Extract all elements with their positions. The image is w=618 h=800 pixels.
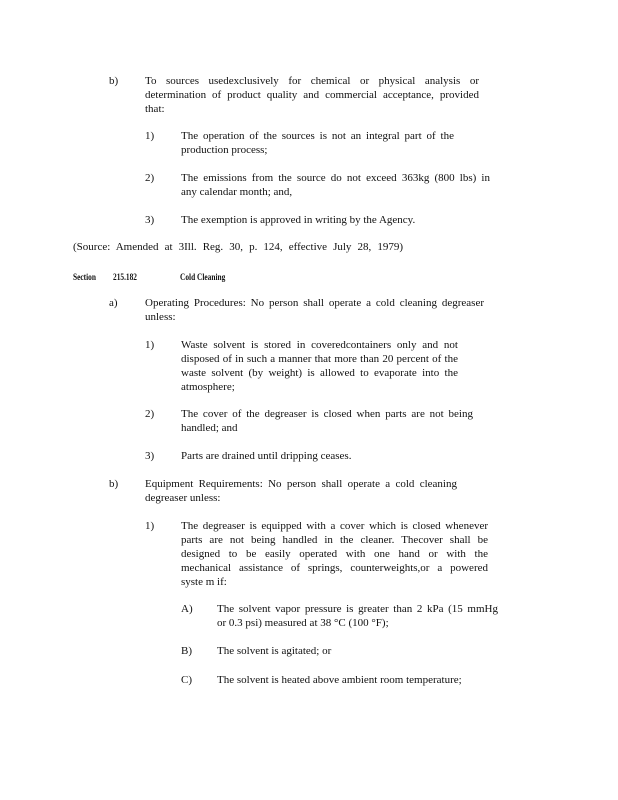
list-item-marker: 2) — [145, 408, 155, 420]
list-item-marker: 1) — [145, 339, 155, 351]
sublist-item-marker: C) — [181, 674, 192, 686]
section-number: 215.182 — [113, 272, 137, 282]
list-item-text: The exemption is approved in writing by the Agency. — [181, 214, 416, 226]
sublist-item-text: The solvent vapor pressure is greater than 2 kPa (15 mmHg or 0.3 psi) measured at 38 °C (100 °F); — [217, 603, 498, 629]
list-item-text: The emissions from the source do not exceed 363kg (800 lbs) in any calendar month; and, — [181, 172, 490, 198]
list-item-marker: 1) — [145, 130, 155, 142]
section-label: Section — [73, 272, 96, 282]
list-item-text: Parts are drained until dripping ceases. — [181, 450, 352, 462]
sublist-item-text: The solvent is agitated; or — [217, 645, 332, 657]
list-item-text: The operation of the sources is not an integral part of the production process; — [181, 130, 454, 156]
sublist-item-marker: B) — [181, 645, 192, 657]
sublist-item-marker: A) — [181, 603, 193, 615]
paragraph-text: Operating Procedures: No person shall operate a cold cleaning degreaser unless: — [145, 297, 484, 323]
list-item-text: The degreaser is equipped with a cover which is closed whenever parts are not being handled in the cleaner. Thecover shall be designed to be easily operated with one hand or with the mechanical assistance of springs, counterweights,or a powered syste m if: — [181, 520, 488, 588]
sublist-item-text: The solvent is heated above ambient room temperature; — [217, 674, 462, 686]
section-title: Cold Cleaning — [180, 272, 226, 282]
source-note: (Source: Amended at 3Ill. Reg. 30, p. 124, effective July 28, 1979) — [73, 241, 403, 253]
paragraph-marker: b) — [109, 75, 119, 87]
list-item-marker: 2) — [145, 172, 155, 184]
list-item-text: Waste solvent is stored in coveredcontainers only and not disposed of in such a manner that more than 20 percent of the waste solvent (by weight) is allowed to evaporate into the atmosphere; — [181, 339, 458, 393]
list-item-text: The cover of the degreaser is closed when parts are not being handled; and — [181, 408, 473, 434]
list-item-marker: 1) — [145, 520, 155, 532]
paragraph-marker: a) — [109, 297, 118, 309]
list-item-marker: 3) — [145, 450, 155, 462]
list-item-marker: 3) — [145, 214, 155, 226]
paragraph-text: Equipment Requirements: No person shall operate a cold cleaning degreaser unless: — [145, 478, 457, 504]
paragraph-marker: b) — [109, 478, 119, 490]
paragraph-text: To sources usedexclusively for chemical or physical analysis or determination of product quality and commercial acceptance, provided that: — [145, 75, 479, 115]
